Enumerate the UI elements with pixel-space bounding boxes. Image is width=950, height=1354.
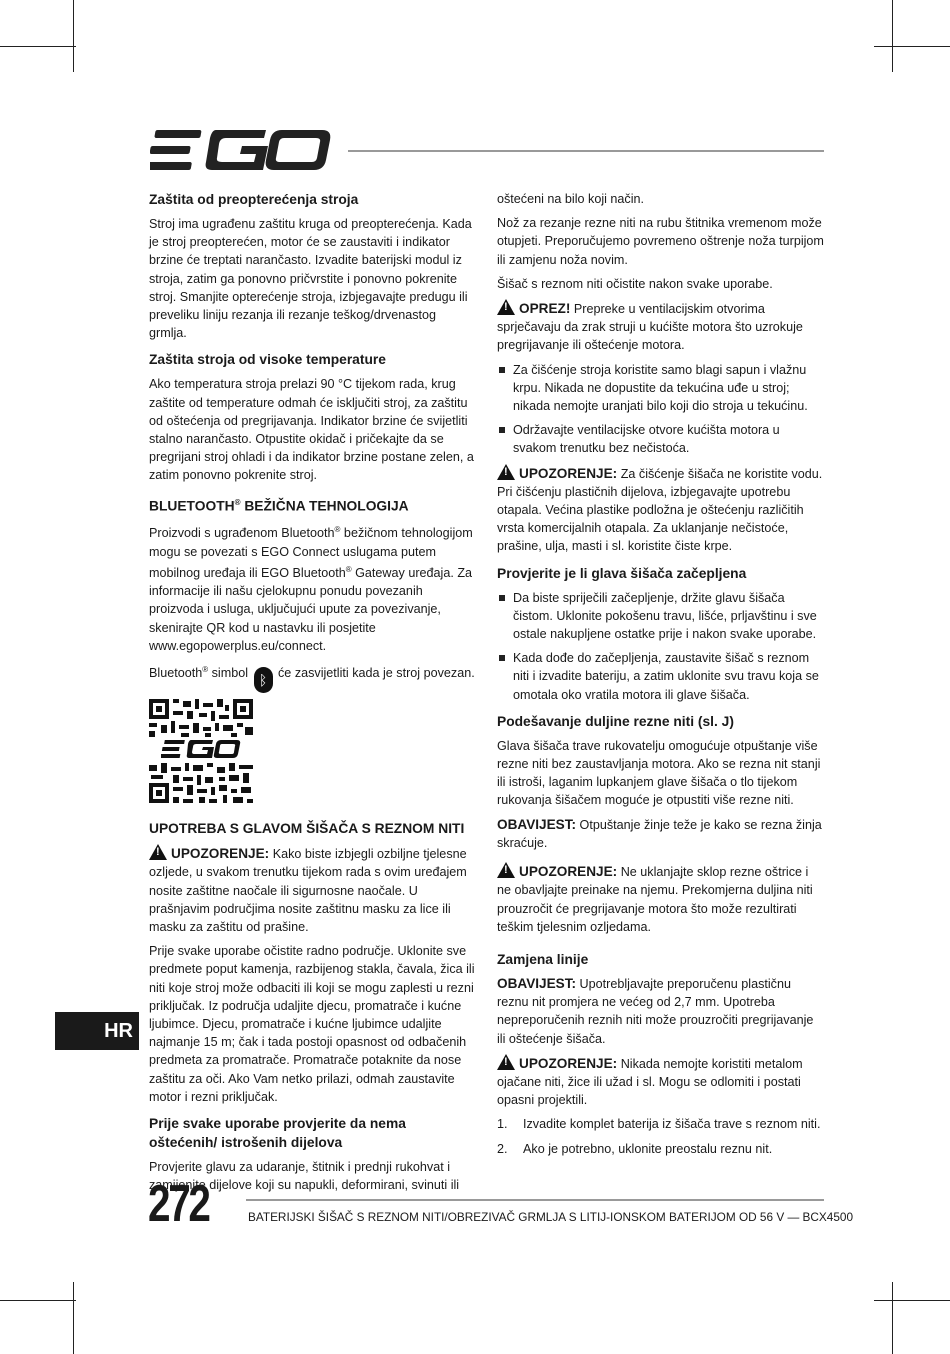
warning-icon	[497, 862, 515, 878]
header-rule	[348, 150, 824, 152]
paragraph: Provjerite glavu za udaranje, štitnik i prednji rukohvat i zamijenite dijelove koji su napukli, deformirani, svinuti ili	[149, 1160, 460, 1193]
notice-text: Upotrebljavajte preporučenu plastičnu reznu nit promjera ne većeg od 2,7 mm. Upotreba nepreporučenih reznih niti može prouzročiti pregrijavanje ili oštećenje šišača.	[497, 976, 814, 1046]
section-heading: Zamjena linije	[497, 951, 589, 967]
section-heading: Podešavanje duljine rezne niti (sl. J)	[497, 713, 734, 729]
caution-text: Prepreke u ventilacijskim otvorima sprječavaju da zrak struji u kućište motora što uzrokuje pregrijavanje ili oštećenje motora.	[497, 302, 803, 353]
warning-paragraph	[497, 862, 825, 936]
caution-paragraph	[497, 299, 825, 355]
notice-text: Otpuštanje žinje teže je kako se rezna žinja skraćuje.	[497, 817, 822, 850]
section-heading: Zaštita stroja od visoke temperature	[149, 352, 386, 368]
warning-label: UPOZORENJE:	[171, 846, 270, 862]
step-text: Izvadite komplet baterija iz šišača trave s reznom niti.	[523, 1117, 821, 1132]
paragraph	[149, 521, 477, 655]
registered-mark: ®	[234, 497, 241, 507]
paragraph: Stroj ima ugrađenu zaštitu kruga od preopterećenja. Kada je stroj preopterećen, motor će se zaustaviti i indikator brzine će treptati narančasto. Izvadite baterijski modul iz stroja, zatim ga ponovno pričvrstite i ponovno pokrenite stroj. Smanjite opterećenje stroja, izbjegavajte predugu ili preveliku liniju rezanja ili rezanje teškog/drvenastog grmlja.	[149, 217, 472, 341]
warning-text: Za čišćenje šišača ne koristite vodu. Pri čišćenju plastičnih dijelova, izbjegavajte upotrebu otapala. Većina plastike podložna je oštećenju različitih vrsta komercijalnih otapala. Za uklanjanje nečistoće, prašine, ulja, masti i sl. koristite čiste krpe.	[497, 466, 823, 554]
paragraph: Ako temperatura stroja prelazi 90 °C tijekom rada, krug zaštite od temperature odmah će isključiti stroj, za zaštitu od oštećenja od pregrijavanja. Indikator brzine će svijetliti stalno narančasto. Otpustite okidač i pričekajte da se pregrijani stroj ohladi i da indikator brzine postane zelen, a zatim ponovno pokrenite stroj.	[149, 377, 474, 483]
crop-mark	[874, 46, 950, 47]
crop-mark	[874, 1300, 950, 1301]
paragraph	[149, 661, 477, 693]
qr-code[interactable]	[149, 699, 253, 803]
crop-mark	[892, 1282, 893, 1354]
warning-text: Ne uklanjajte sklop rezne oštrice i ne obavljajte preinake na njemu. Prekomjerna duljina niti prouzročit će pregrijavanje motora što može rezultirati teškim tjelesnim ozljedama.	[497, 865, 813, 934]
list-item: Održavajte ventilacijske otvore kućišta motora u svakom trenutku bez nečistoća.	[497, 421, 825, 457]
warning-label: UPOZORENJE:	[519, 465, 618, 481]
paragraph: Nož za rezanje rezne niti na rubu štitnika vremenom može otupjeti. Preporučujemo povremeno oštrenje noža turpijom ili zamjenu noža novim.	[497, 216, 824, 267]
paragraph: Glava šišača trave rukovatelju omogućuje otpuštanje više rezne niti bez zaustavljanja motora. Ako se rezna nit stanji ili istroši, laganim lupkanjem glave šišača o tlo tijekom rukovanja šišačem moguće je otpustiti više rezne niti.	[497, 738, 821, 808]
text: Proizvodi s ugrađenom Bluetooth	[149, 526, 335, 541]
bluetooth-icon: ᛒ	[254, 667, 273, 693]
right-column	[497, 190, 825, 1164]
crop-mark	[73, 1282, 74, 1354]
section-heading	[149, 493, 477, 516]
numbered-list	[497, 1115, 825, 1157]
ego-logo	[150, 128, 332, 172]
step-number: 1.	[497, 1117, 508, 1132]
language-code: HR	[104, 1020, 133, 1042]
warning-icon	[497, 299, 515, 315]
text: će zasvijetliti kada je stroj povezan.	[274, 666, 475, 681]
paragraph: Šišač s reznom niti očistite nakon svake uporabe.	[497, 276, 773, 291]
warning-icon	[497, 1054, 515, 1070]
warning-text: Nikada nemojte koristiti metalom ojačane niti, žice ili užad i sl. Mogu se odlomiti i postati opasni projektili.	[497, 1056, 803, 1108]
crop-mark	[73, 0, 74, 72]
step-text: Ako je potrebno, uklonite preostalu reznu nit.	[523, 1141, 773, 1156]
paragraph: oštećeni na bilo koji način.	[497, 192, 645, 206]
text: Gateway uređaja. Za informacije ili našu cjelokupnu ponudu povezanih proizvoda i usluga, uključujući upute za povezivanje, skenirajte QR kod u nastavku ili posjetite www.egopowerplus.eu/connect.	[149, 566, 473, 653]
qr-code-bottom	[149, 763, 253, 803]
notice-paragraph	[497, 816, 825, 852]
list-item: Za čišćenje stroja koristite samo blagi sapun i vlažnu krpu. Nikada ne dopustite da tekućina uđe u stroj; nikada nemojte uranjati bilo koji dio stroja u tekućinu.	[497, 361, 825, 416]
heading-text: BLUETOOTH	[149, 498, 235, 514]
registered-mark: ®	[334, 525, 341, 535]
section-heading: Zaštita od preopterećenja stroja	[149, 192, 359, 207]
warning-paragraph	[497, 464, 825, 556]
list-item	[497, 1140, 825, 1158]
warning-paragraph	[497, 1054, 825, 1110]
left-column	[149, 190, 477, 1200]
text: Bluetooth	[149, 666, 203, 681]
section-heading: UPOTREBA S GLAVOM ŠIŠAČA S REZNOM NITI	[149, 821, 465, 837]
footer-text: BATERIJSKI ŠIŠAČ S REZNOM NITI/OBREZIVAČ GRMLJA S LITIJ-IONSKOM BATERIJOM OD 56 V — BCX4500	[248, 1210, 854, 1224]
section-heading: Provjerite je li glava šišača začepljena	[497, 565, 747, 581]
text: simbol	[208, 666, 252, 681]
notice-label: OBAVIJEST:	[497, 975, 577, 991]
caution-label: OPREZ!	[519, 301, 571, 317]
crop-mark	[0, 1300, 76, 1301]
bullet-list	[497, 361, 825, 458]
footer-rule	[246, 1199, 824, 1201]
warning-icon	[149, 844, 167, 860]
section-heading: Prije svake uporabe provjerite da nema oštećenih/ istrošenih dijelova	[149, 1116, 406, 1151]
paragraph: Prije svake uporabe očistite radno područje. Uklonite sve predmete poput kamenja, razbijenog stakla, čavala, žica ili niti koje stroj može odbaciti ili koji se mogu zaplesti u rezni priključak. Iz područja udaljite djecu, promatrače i kućne ljubimce. Djecu, promatrače i kućne ljubimce udaljite najmanje 15 m; čak i tada postoji opasnost od odbačenih predmeta za promatrače. Promatrače potaknite da nose zaštitu za oči. Ako Vam netko prilazi, odmah zaustavite motor i rezni priključak.	[149, 944, 475, 1104]
list-item: Da biste spriječili začepljenje, držite glavu šišača čistom. Uklonite pokošenu travu, lišće, prljavštinu i sve ostale nakupljene ostatke prije i nakon svake uporabe.	[497, 589, 825, 644]
qr-code-top	[149, 699, 253, 737]
list-item	[497, 1115, 825, 1133]
registered-mark: ®	[345, 564, 352, 574]
warning-text: Kako biste izbjegli ozbiljne tjelesne ozljede, u svakom trenutku tijekom rada s ovim uređajem nosite zaštitne naočale ili sigurnosne naočale. U prašnjavim područjima nosite zaštitnu masku za lice ili masku za zaštitu od prašine.	[149, 847, 467, 935]
text: bežičnom tehnologijom mogu se povezati s EGO Connect uslugama putem mobilnog uređaja ili EGO Bluetooth	[149, 526, 473, 581]
list-item: Kada dođe do začepljenja, zaustavite šišač s reznom niti i izvadite bateriju, a zatim uklonite svu travu koja se omotala oko vratila motora ili glave šišača.	[497, 649, 825, 704]
crop-mark	[0, 46, 76, 47]
bullet-list	[497, 589, 825, 704]
ego-logo-small	[161, 739, 241, 759]
language-tab	[55, 1012, 139, 1050]
warning-label: UPOZORENJE:	[519, 864, 618, 880]
notice-paragraph	[497, 975, 825, 1048]
heading-text: BEŽIČNA TEHNOLOGIJA	[240, 498, 409, 514]
notice-label: OBAVIJEST:	[497, 816, 577, 832]
warning-paragraph	[149, 844, 477, 936]
step-number: 2.	[497, 1141, 508, 1156]
page-number: 272	[148, 1175, 209, 1233]
crop-mark	[892, 0, 893, 72]
warning-icon	[497, 464, 515, 480]
warning-label: UPOZORENJE:	[519, 1055, 618, 1071]
registered-mark: ®	[202, 665, 209, 675]
